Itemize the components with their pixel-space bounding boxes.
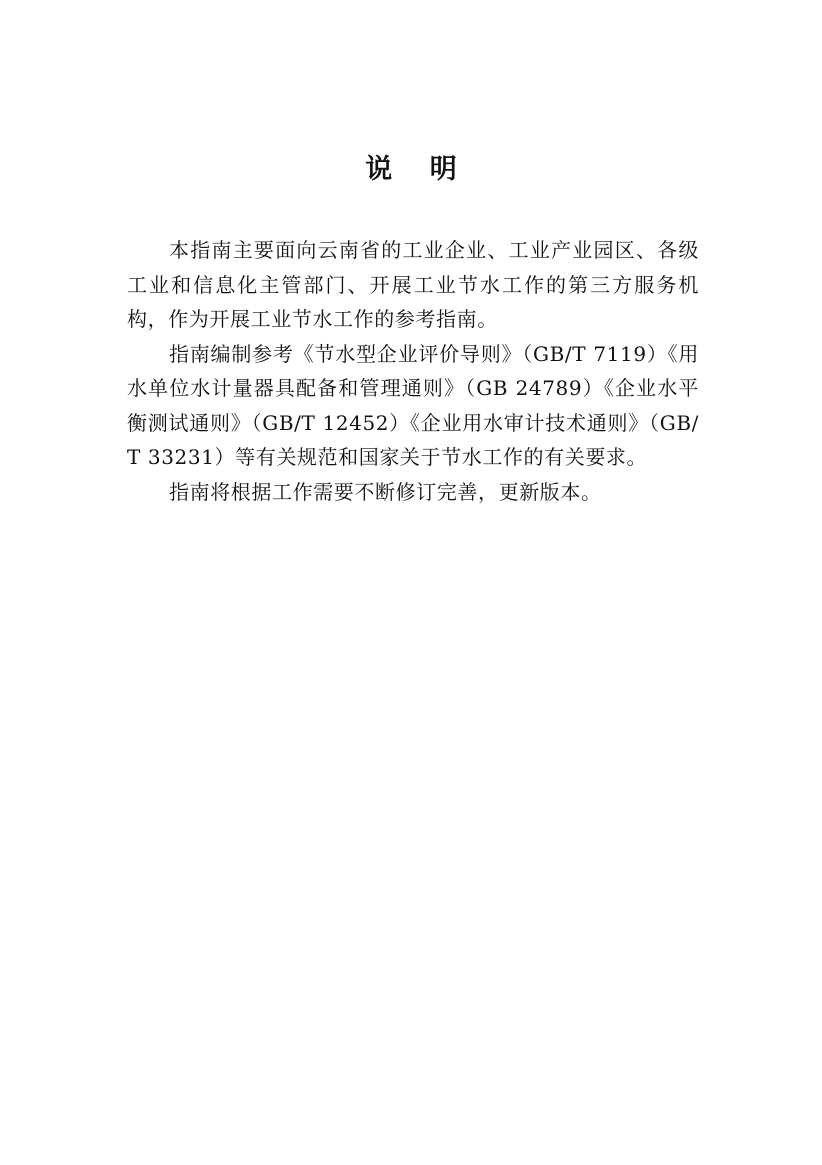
document-body <box>127 233 699 509</box>
paragraph-scope: 本指南主要面向云南省的工业企业、工业产业园区、各级工业和信息化主管部门、开展工业节水工作的第三方服务机构，作为开展工业节水工作的参考指南。 <box>127 238 699 331</box>
paragraph-revision: 指南将根据工作需要不断修订完善，更新版本。 <box>169 479 602 504</box>
page-title: 说 明 <box>365 154 471 185</box>
paragraph-references: 指南编制参考《节水型企业评价导则》（GB/T 7119）《用水单位水计量器具配备和管理通则》（GB 24789）《企业水平衡测试通则》（GB/T 12452）《企业用水审计技术通则》（GB/T 33231）等有关规范和国家关于节水工作的有关要求。 <box>127 341 699 469</box>
